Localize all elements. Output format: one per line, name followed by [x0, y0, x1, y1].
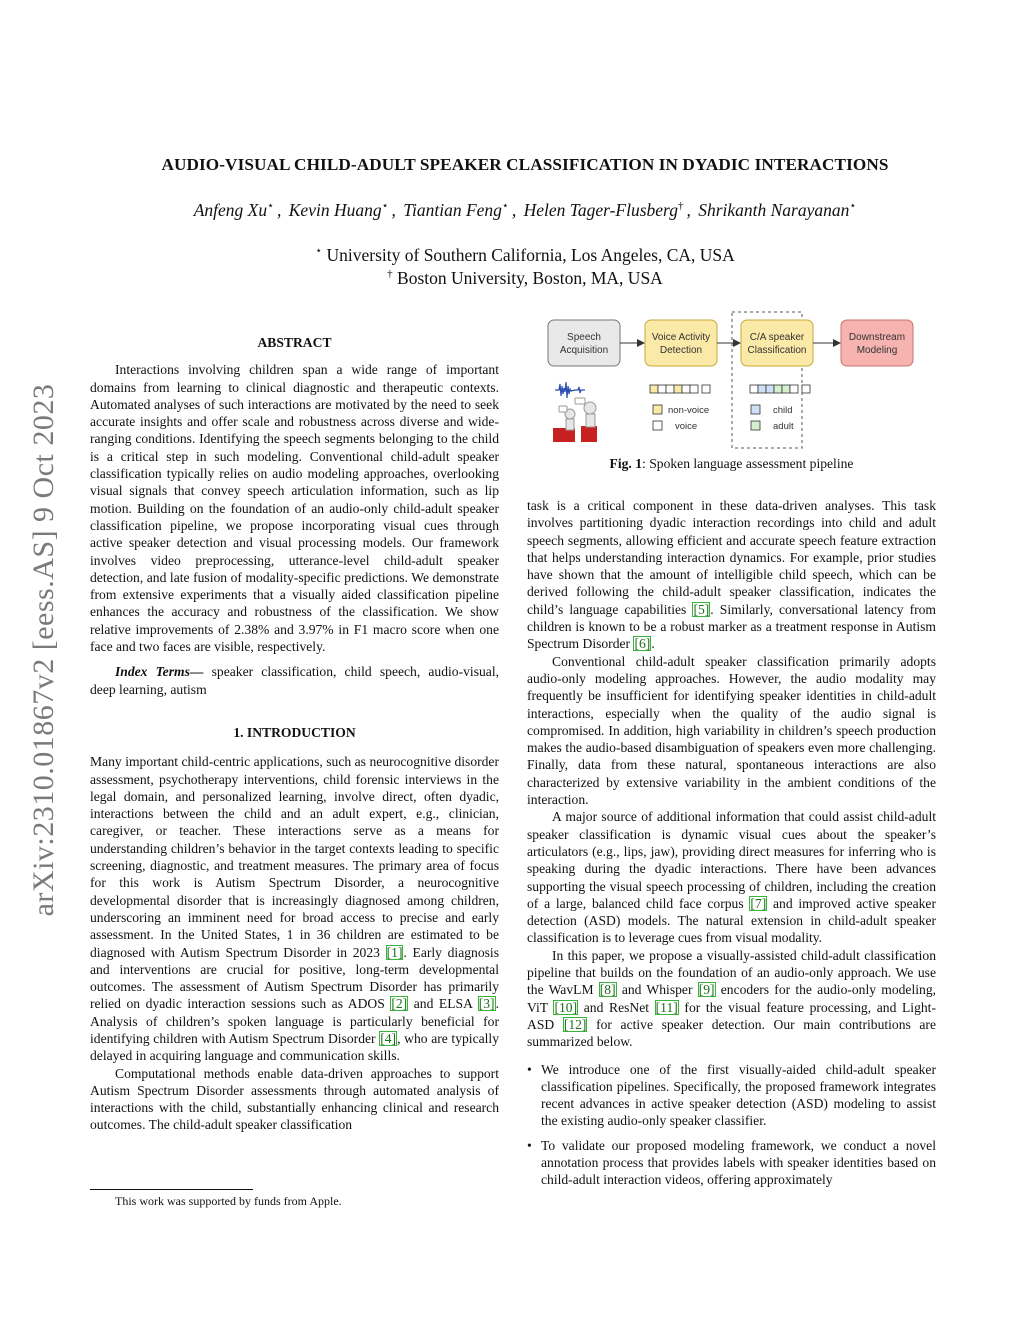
citation-link[interactable]: [4]: [380, 1030, 397, 1046]
abstract-body: Interactions involving children span a wide range of important domains from learning to clinical diagnostic and therapeutic contexts. Automated analyses of such interactions are motivated by the need to seek accurate insights and offer scale and robustness across diverse and wide-ranging conditions. Identifying the speech segments belonging to the child is a critical step in such modeling. Conventional child-adult speaker classification typically relies on audio modeling approaches, overlooking visual signals that convey speech articulation information, such as lip motion. Building on the foundation of an audio-only child-adult speaker classification pipeline, we propose incorporating visual cues through active speaker detection and visual processing models. Our framework involves video preprocessing, utterance-level child-adult speaker detection, and late fusion of modality-specific predictions. We demonstrate from extensive experiments that a visually aided classification pipeline enhances the accuracy and robustness of the classification. We show relative improvements of 2.38% and 3.97% in F1 macro score when one face and two faces are visible, respectively.: [90, 362, 499, 655]
citation-link[interactable]: [3]: [478, 996, 495, 1012]
stage-speech-acquisition: [548, 320, 620, 366]
svg-text:child: child: [773, 405, 793, 416]
arxiv-watermark: arXiv:2310.01867v2 [eess.AS] 9 Oct 2023: [27, 383, 60, 917]
author: Shrikanth Narayanan⋆: [698, 200, 857, 220]
svg-text:Speech: Speech: [567, 332, 601, 343]
left-column: [90, 334, 499, 1134]
footnote-rule: [90, 1189, 253, 1190]
svg-text:non-voice: non-voice: [668, 405, 710, 416]
right-column: [527, 497, 936, 1196]
author: Anfeng Xu⋆: [193, 200, 274, 220]
child-adult-illustration-icon: [553, 398, 597, 442]
svg-text:Downstream: Downstream: [848, 332, 906, 343]
intro-heading: 1. INTRODUCTION: [233, 724, 356, 740]
svg-text:Detection: Detection: [659, 345, 703, 356]
intro-paragraph: A major source of additional information that could assist child-adult speaker classification is dynamic visual cues about the speaker’s articulators (e.g., lips, jaw), providing direct measures for inferring who is speaking during the dyadic interactions. There have been advances supporting the visual speech processing of children, including the creation of a large, balanced child face corpus [7] and improved active speaker detection (ASD) models. The natural extension in child-adult speaker classification is to leverage cues from visual modality.: [527, 809, 936, 946]
contributions-list: [527, 1061, 936, 1189]
intro-paragraph: Computational methods enable data-driven approaches to support Autism Spectrum Disorder assessments through automated analysis of interactions with the child, substantially enhancing clinical and research outcomes. The child-adult speaker classification: [90, 1065, 499, 1133]
intro-paragraph: Conventional child-adult speaker classification primarily adopts audio-only modeling approaches. However, the audio modality may frequently be insufficient for identifying speaker identities in child-adult interactions, especially when the quality of the audio signal is compromised. In addition, high variability in children’s speech production makes the audio-based disambiguation of speakers even more challenging. Finally, data from these natural, spontaneous interactions are also characterized by extensive variability in the ambient conditions of the interaction.: [527, 653, 936, 808]
intro-paragraph: In this paper, we propose a visually-assisted child-adult classification pipeline that builds on the foundation of an audio-only approach. We use the WavLM [8] and Whisper [9] encoders for the audio-only modeling, ViT [10] and ResNet [11] for the visual feature processing, and Light-ASD [12] for active speaker detection. Our main contributions are summarized below.: [527, 947, 937, 1050]
vad-sequence-icon: [650, 385, 710, 393]
index-terms: Index Terms— speaker classification, child speech, audio-visual, deep learning, autism: [90, 664, 499, 697]
citation-link[interactable]: [5]: [693, 601, 710, 617]
affiliation: ⋆ University of Southern California, Los Angeles, CA, USA: [315, 245, 735, 265]
intro-paragraph: task is a critical component in these data-driven analyses. This task involves partitioning dyadic interaction recordings into child and adult speech segments, allowing efficient and accurate speech feature extraction that helps understanding interaction dynamics. For example, prior studies have shown that the amount of intelligible child speech, which can be derived following the child-adult speaker classification, indicates the child’s language capabilities [5]. Similarly, conversational latency from children is known to be a robust marker as a treatment response in Autism Spectrum Disorder [6].: [527, 498, 937, 652]
abstract-heading: ABSTRACT: [257, 335, 332, 350]
stage-downstream-modeling: [841, 320, 913, 366]
citation-link[interactable]: [8]: [599, 982, 616, 998]
author: Kevin Huang⋆: [288, 200, 389, 220]
legend: [653, 405, 794, 432]
stage-ca-speaker-classification: [741, 320, 813, 366]
pipeline-figure: [545, 310, 920, 450]
citation-link[interactable]: [6]: [634, 636, 651, 652]
citation-link[interactable]: [1]: [386, 944, 403, 960]
svg-text:voice: voice: [675, 421, 698, 432]
citation-link[interactable]: [10]: [554, 999, 578, 1015]
audio-waveform-icon: [555, 382, 585, 398]
citation-link[interactable]: [9]: [698, 982, 715, 998]
citation-link[interactable]: [7]: [750, 895, 767, 911]
svg-text:Voice Activity: Voice Activity: [651, 332, 711, 343]
list-item: • To validate our proposed modeling framework, we conduct a novel annotation process that provides labels with speaker identities based on child-adult interaction videos, offering approximately: [527, 1137, 936, 1189]
citation-link[interactable]: [2]: [391, 996, 408, 1012]
citation-link[interactable]: [12]: [563, 1016, 587, 1032]
author: Tiantian Feng⋆: [403, 200, 509, 220]
svg-text:Modeling: Modeling: [856, 345, 898, 356]
figure-caption: Fig. 1: Spoken language assessment pipeline: [609, 456, 854, 471]
stage-voice-activity-detection: [645, 320, 717, 366]
citation-link[interactable]: [11]: [655, 999, 678, 1015]
affiliation: † Boston University, Boston, MA, USA: [387, 268, 663, 288]
ca-sequence-icon: [750, 385, 810, 393]
svg-text:Classification: Classification: [747, 345, 807, 356]
author-list: Anfeng Xu⋆ , Kevin Huang⋆ , Tiantian Feng⋆ , Helen Tager-Flusberg† , Shrikanth Narayanan⋆: [193, 200, 857, 220]
author: Helen Tager-Flusberg†: [523, 200, 684, 220]
list-item: • We introduce one of the first visually-aided child-adult speaker classification pipelines. Specifically, the proposed framework integrates recent advances in active speaker detection (ASD) modeling to assist the existing audio-only speaker classifier.: [527, 1061, 936, 1130]
paper-title: AUDIO-VISUAL CHILD-ADULT SPEAKER CLASSIFICATION IN DYADIC INTERACTIONS: [161, 155, 889, 174]
svg-text:adult: adult: [773, 421, 794, 432]
intro-paragraph: Many important child-centric applications, such as neurocognitive disorder assessment, psychotherapy interventions, child forensic interviews in the legal domain, and personalized learning, involve direct, often dyadic, interactions between the child and an adult expert, e.g., clinician, caregiver, or teacher. These interactions serve as a means for understanding children’s behavior in the target contexts leading to specific screening, diagnostic, and treatment measures. The primary area of focus for this work is Autism Spectrum Disorder, a neurocognitive developmental disorder that is increasingly diagnosed among children, underscoring an imminent need for broad access to precise and early assessment. In the United States, 1 in 36 children are estimated to be diagnosed with Autism Spectrum Disorder in 2023 [1]. Early diagnosis and interventions are crucial for positive, long-term developmental outcomes. The assessment of Autism Spectrum Disorder has primarily relied on dyadic interaction sessions such as ADOS [2] and ELSA [3]. Analysis of children’s spoken language is particularly beneficial for identifying children with Autism Spectrum Disorder [4], who are typically delayed in acquiring language and communication skills.: [90, 754, 499, 1064]
svg-text:Acquisition: Acquisition: [559, 345, 609, 356]
svg-text:C/A speaker: C/A speaker: [749, 332, 805, 343]
footnote: This work was supported by funds from Apple.: [115, 1194, 342, 1208]
